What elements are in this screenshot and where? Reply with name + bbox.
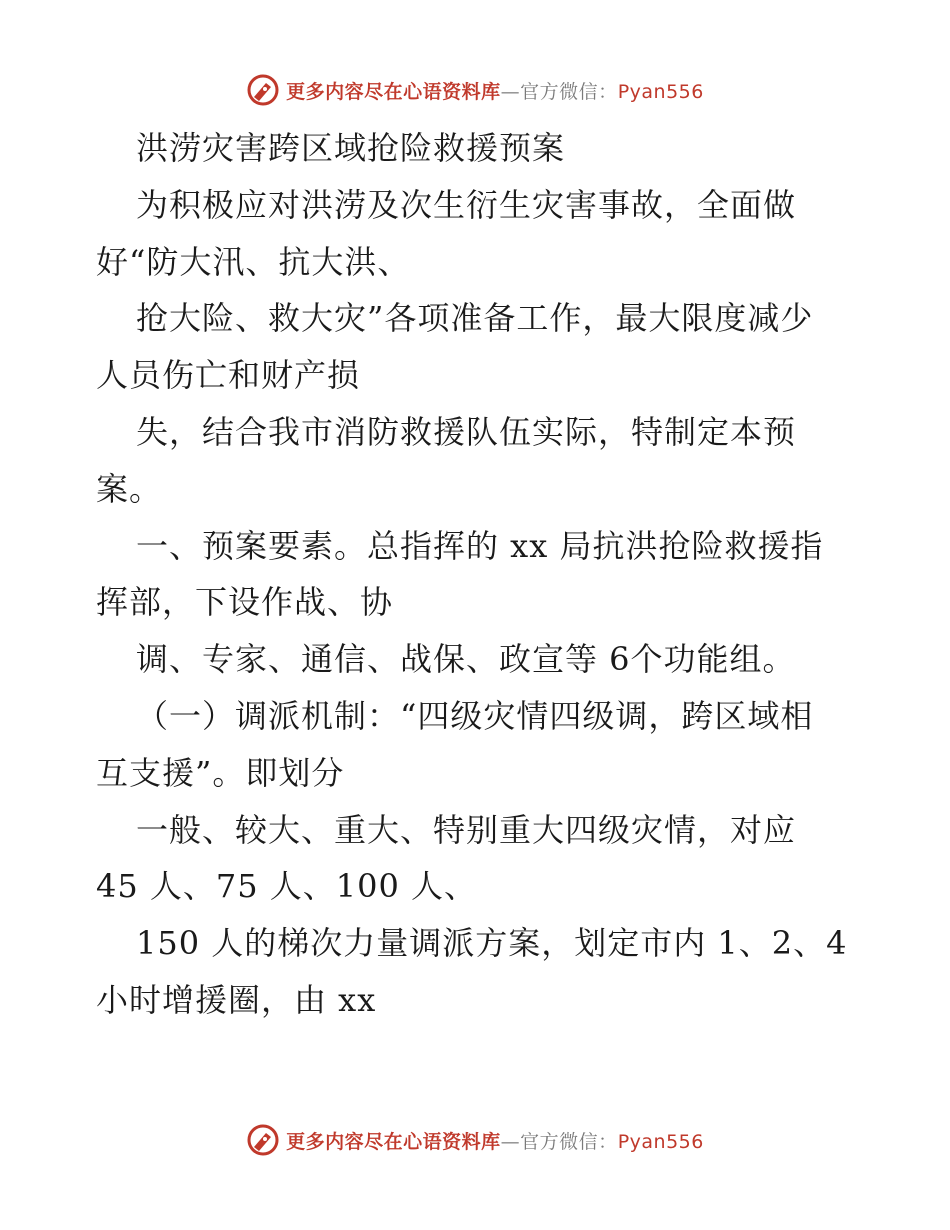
document-line: 一、预案要素。总指挥的 xx 局抗洪抢险救援指	[136, 526, 824, 565]
document-body	[96, 120, 866, 1029]
pen-nib-circle-icon	[246, 73, 280, 107]
document-line: 调、专家、通信、战保、政宣等 6个功能组。	[136, 640, 796, 679]
banner-brand: 更多内容尽在心语资料库	[286, 1130, 501, 1153]
banner-content	[246, 1123, 704, 1157]
footer-banner	[0, 1120, 950, 1160]
banner-separator: —	[500, 80, 521, 103]
banner-label: 官方微信：	[520, 80, 618, 103]
document-line: 案。	[96, 469, 163, 508]
document-line: 人员伤亡和财产损	[96, 356, 361, 395]
banner-content	[246, 73, 704, 107]
document-line: 失，结合我市消防救援队伍实际，特制定本预	[136, 412, 797, 451]
banner-account: Pyan556	[617, 80, 704, 103]
document-line: （一）调派机制：“四级灾情四级调，跨区域相	[136, 696, 814, 735]
document-line: 互支援”。即划分	[96, 753, 345, 792]
document-line: 45 人、75 人、100 人、	[96, 867, 478, 906]
banner-text	[286, 1127, 704, 1154]
banner-text	[286, 77, 704, 104]
document-line: 抢大险、救大灾”各项准备工作，最大限度减少	[136, 299, 814, 338]
document-line: 好“防大汛、抗大洪、	[96, 242, 411, 281]
pen-nib-circle-icon	[246, 1123, 280, 1157]
document-line: 小时增援圈，由 xx	[96, 980, 377, 1019]
header-banner	[0, 70, 950, 110]
banner-brand: 更多内容尽在心语资料库	[286, 80, 501, 103]
document-line: 一般、较大、重大、特别重大四级灾情，对应	[136, 810, 797, 849]
banner-label: 官方微信：	[520, 1130, 618, 1153]
document-line: 为积极应对洪涝及次生衍生灾害事故，全面做	[136, 185, 797, 224]
banner-account: Pyan556	[617, 1130, 704, 1153]
document-line: 挥部，下设作战、协	[96, 583, 394, 622]
banner-separator: —	[500, 1130, 521, 1153]
document-line: 150 人的梯次力量调派方案，划定市内 1、2、4	[136, 924, 848, 963]
document-line: 洪涝灾害跨区域抢险救援预案	[136, 129, 566, 167]
